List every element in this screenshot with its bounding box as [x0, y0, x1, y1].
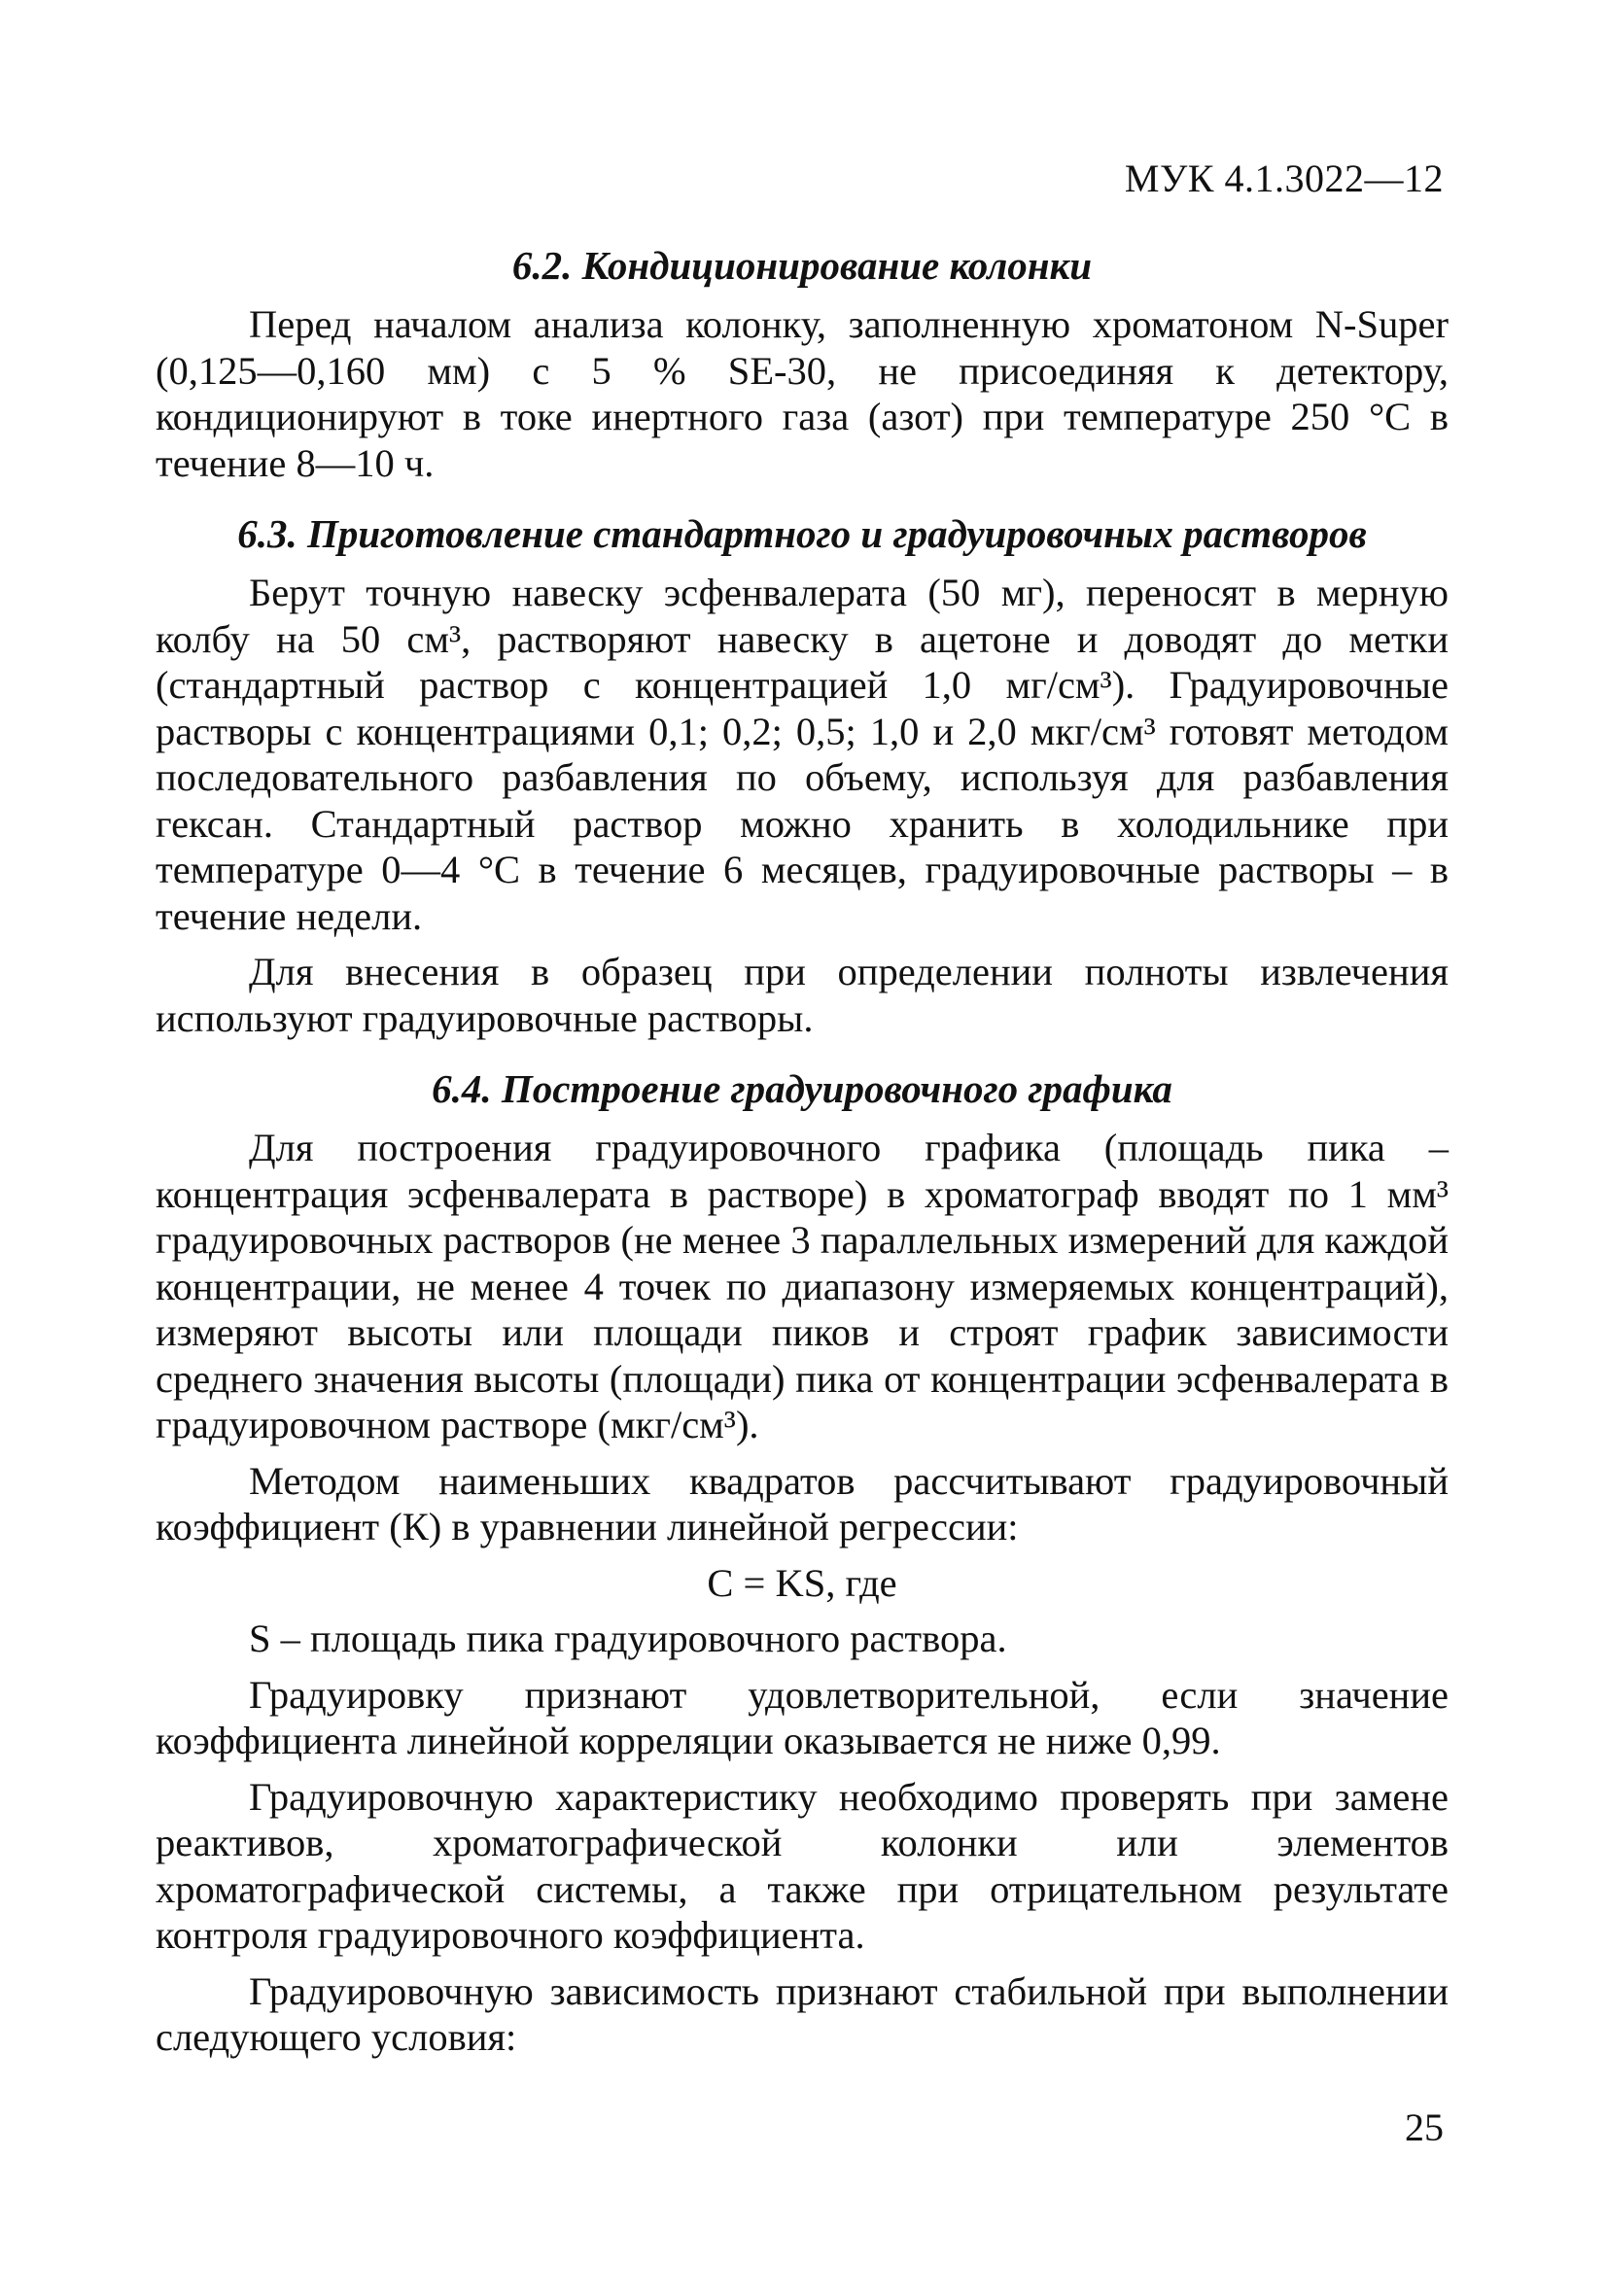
paragraph: Перед началом анализа колонку, заполненную хроматоном N-Super (0,125—0,160 мм) с 5 % SE-30, не присоединяя к детектору, кондиционируют в токе инертного газа (азот) при температуре 250 °С в течение 8—10 ч. [156, 302, 1449, 485]
paragraph: Градуировочную характеристику необходимо проверять при замене реактивов, хроматографической колонки или элементов хроматографической системы, а также при отрицательном результате контроля градуировочного коэффициента. [156, 1774, 1449, 1957]
paragraph: S – площадь пика градуировочного раствора. [249, 1617, 1007, 1660]
regression-formula: C = KS, где [707, 1560, 897, 1605]
section-heading-6-3: 6.3. Приготовление стандартного и градуировочных растворов [237, 511, 1367, 556]
paragraph: Градуировочную зависимость признают стабильной при выполнении следующего условия: [156, 1968, 1449, 2059]
paragraph: Берут точную навеску эсфенвалерата (50 мг), переносят в мерную колбу на 50 см³, растворяют навеску в ацетоне и доводят до метки (стандартный раствор с концентрацией 1,0 мг/см³). Градуировочные растворы с концентрациями 0,1; 0,2; 0,5; 1,0 и 2,0 мкг/см³ готовят методом последовательного разбавления по объему, используя для разбавления гексан. Стандартный раствор можно хранить в холодильнике при температуре 0—4 °С в течение 6 месяцев, градуировочные растворы – в течение недели. [156, 571, 1449, 938]
page-content [156, 241, 1449, 2070]
section-heading-6-4: 6.4. Построение градуировочного графика [432, 1066, 1172, 1111]
paragraph: Методом наименьших квадратов рассчитывают градуировочный коэффициент (К) в уравнении линейной регрессии: [156, 1458, 1449, 1548]
page-number: 25 [1405, 2105, 1444, 2149]
section-heading-6-2: 6.2. Кондиционирование колонки [511, 243, 1093, 288]
document-code: МУК 4.1.3022—12 [1124, 157, 1444, 200]
paragraph: Градуировку признают удовлетворительной, если значение коэффициента линейной корреляции оказывается не ниже 0,99. [156, 1672, 1449, 1762]
paragraph: Для построения градуировочного графика (площадь пика – концентрация эсфенвалерата в растворе) в хроматограф вводят по 1 мм³ градуировочных растворов (не менее 3 параллельных измерений для каждой концентрации, не менее 4 точек по диапазону измеряемых концентраций), измеряют высоты или площади пиков и строят график зависимости среднего значения высоты (площади) пика от концентрации эсфенвалерата в градуировочном растворе (мкг/см³). [156, 1126, 1449, 1446]
paragraph: Для внесения в образец при определении полноты извлечения используют градуировочные растворы. [156, 950, 1449, 1040]
